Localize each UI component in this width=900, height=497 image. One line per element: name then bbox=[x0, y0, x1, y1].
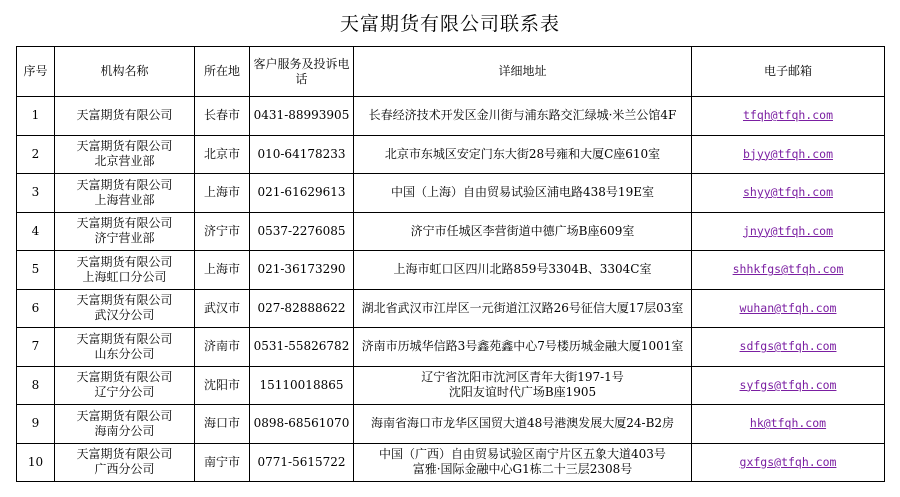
cell-email bbox=[692, 366, 885, 405]
cell-address: 北京市东城区安定门东大街28号雍和大厦C座610室 bbox=[354, 135, 692, 174]
table-row bbox=[17, 212, 885, 251]
table-row bbox=[17, 174, 885, 213]
cell-email bbox=[692, 443, 885, 482]
table-row bbox=[17, 328, 885, 367]
cell-address: 长春经济技术开发区金川街与浦东路交汇绿城·米兰公馆4F bbox=[354, 97, 692, 136]
cell-name: 天富期货有限公司 山东分公司 bbox=[55, 328, 195, 367]
cell-address: 济南市历城华信路3号鑫苑鑫中心7号楼历城金融大厦1001室 bbox=[354, 328, 692, 367]
cell-name: 天富期货有限公司 辽宁分公司 bbox=[55, 366, 195, 405]
cell-address: 中国（广西）自由贸易试验区南宁片区五象大道403号 富雅·国际金融中心G1栋二十三层2308号 bbox=[354, 443, 692, 482]
contacts-table bbox=[16, 46, 885, 482]
table-row bbox=[17, 97, 885, 136]
cell-index: 2 bbox=[17, 135, 55, 174]
cell-name: 天富期货有限公司 上海虹口分公司 bbox=[55, 251, 195, 290]
cell-city: 济宁市 bbox=[195, 212, 250, 251]
table-row bbox=[17, 289, 885, 328]
cell-index: 4 bbox=[17, 212, 55, 251]
cell-name: 天富期货有限公司 北京营业部 bbox=[55, 135, 195, 174]
cell-city: 海口市 bbox=[195, 405, 250, 444]
email-link[interactable]: gxfgs@tfqh.com bbox=[739, 454, 837, 469]
header-index: 序号 bbox=[17, 47, 55, 97]
cell-address: 济宁市任城区李营街道中德广场B座609室 bbox=[354, 212, 692, 251]
cell-index: 6 bbox=[17, 289, 55, 328]
email-link[interactable]: sdfgs@tfqh.com bbox=[739, 339, 837, 354]
table-row bbox=[17, 366, 885, 405]
header-address: 详细地址 bbox=[354, 47, 692, 97]
email-link[interactable]: shhkfgs@tfqh.com bbox=[732, 262, 844, 277]
page-title: 天富期货有限公司联系表 bbox=[339, 13, 560, 35]
cell-index: 10 bbox=[17, 443, 55, 482]
cell-email bbox=[692, 328, 885, 367]
cell-index: 1 bbox=[17, 97, 55, 136]
cell-city: 长春市 bbox=[195, 97, 250, 136]
cell-city: 上海市 bbox=[195, 251, 250, 290]
email-link[interactable]: bjyy@tfqh.com bbox=[742, 146, 833, 161]
cell-index: 3 bbox=[17, 174, 55, 213]
cell-phone: 021-36173290 bbox=[250, 251, 354, 290]
cell-phone: 021-61629613 bbox=[250, 174, 354, 213]
table-row bbox=[17, 135, 885, 174]
email-link[interactable]: wuhan@tfqh.com bbox=[739, 300, 837, 315]
cell-phone: 0537-2276085 bbox=[250, 212, 354, 251]
table-header-row bbox=[17, 47, 885, 97]
header-phone: 客户服务及投诉电话 bbox=[250, 47, 354, 97]
cell-email bbox=[692, 135, 885, 174]
cell-email bbox=[692, 289, 885, 328]
cell-index: 5 bbox=[17, 251, 55, 290]
cell-email bbox=[692, 212, 885, 251]
cell-index: 7 bbox=[17, 328, 55, 367]
email-link[interactable]: shyy@tfqh.com bbox=[742, 185, 833, 200]
cell-city: 济南市 bbox=[195, 328, 250, 367]
cell-email bbox=[692, 97, 885, 136]
header-name: 机构名称 bbox=[55, 47, 195, 97]
cell-phone: 0431-88993905 bbox=[250, 97, 354, 136]
email-link[interactable]: tfqh@tfqh.com bbox=[742, 108, 833, 123]
header-city: 所在地 bbox=[195, 47, 250, 97]
cell-city: 沈阳市 bbox=[195, 366, 250, 405]
cell-index: 9 bbox=[17, 405, 55, 444]
table-row bbox=[17, 251, 885, 290]
cell-phone: 15110018865 bbox=[250, 366, 354, 405]
header-email: 电子邮箱 bbox=[692, 47, 885, 97]
email-link[interactable]: hk@tfqh.com bbox=[749, 416, 827, 431]
cell-name: 天富期货有限公司 武汉分公司 bbox=[55, 289, 195, 328]
cell-name: 天富期货有限公司 济宁营业部 bbox=[55, 212, 195, 251]
email-link[interactable]: syfgs@tfqh.com bbox=[739, 377, 837, 392]
cell-phone: 010-64178233 bbox=[250, 135, 354, 174]
table-row bbox=[17, 405, 885, 444]
cell-name: 天富期货有限公司 广西分公司 bbox=[55, 443, 195, 482]
cell-city: 武汉市 bbox=[195, 289, 250, 328]
cell-name: 天富期货有限公司 海南分公司 bbox=[55, 405, 195, 444]
cell-name: 天富期货有限公司 bbox=[55, 97, 195, 136]
cell-address: 湖北省武汉市江岸区一元街道江汉路26号征信大厦17层03室 bbox=[354, 289, 692, 328]
cell-address: 海南省海口市龙华区国贸大道48号港澳发展大厦24-B2房 bbox=[354, 405, 692, 444]
cell-email bbox=[692, 251, 885, 290]
table-row bbox=[17, 443, 885, 482]
cell-city: 北京市 bbox=[195, 135, 250, 174]
cell-city: 上海市 bbox=[195, 174, 250, 213]
cell-phone: 027-82888622 bbox=[250, 289, 354, 328]
cell-phone: 0771-5615722 bbox=[250, 443, 354, 482]
cell-index: 8 bbox=[17, 366, 55, 405]
cell-email bbox=[692, 174, 885, 213]
cell-address: 辽宁省沈阳市沈河区青年大街197-1号 沈阳友谊时代广场B座1905 bbox=[354, 366, 692, 405]
cell-address: 中国（上海）自由贸易试验区浦电路438号19E室 bbox=[354, 174, 692, 213]
cell-phone: 0531-55826782 bbox=[250, 328, 354, 367]
cell-address: 上海市虹口区四川北路859号3304B、3304C室 bbox=[354, 251, 692, 290]
cell-email bbox=[692, 405, 885, 444]
cell-city: 南宁市 bbox=[195, 443, 250, 482]
email-link[interactable]: jnyy@tfqh.com bbox=[742, 223, 833, 238]
cell-phone: 0898-68561070 bbox=[250, 405, 354, 444]
cell-name: 天富期货有限公司 上海营业部 bbox=[55, 174, 195, 213]
